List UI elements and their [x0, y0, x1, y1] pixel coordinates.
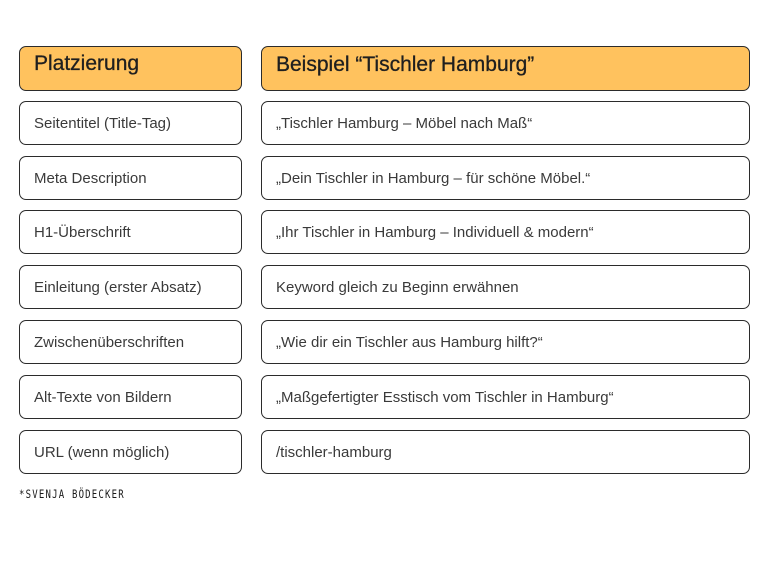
row-placement-title-tag: Seitentitel (Title-Tag): [19, 101, 242, 145]
row-placement-meta-description: Meta Description: [19, 156, 242, 200]
row-placement-intro: Einleitung (erster Absatz): [19, 265, 242, 309]
header-placement: Platzierung: [19, 46, 242, 91]
author-signature: *SVENJA BÖDECKER: [19, 489, 125, 502]
row-example-meta-description: „Dein Tischler in Hamburg – für schöne Möbel.“: [261, 156, 750, 200]
row-placement-alt-texts: Alt-Texte von Bildern: [19, 375, 242, 419]
header-example: Beispiel “Tischler Hamburg”: [261, 46, 750, 91]
row-placement-h1: H1-Überschrift: [19, 210, 242, 254]
row-example-intro: Keyword gleich zu Beginn erwähnen: [261, 265, 750, 309]
row-placement-subheadings: Zwischenüberschriften: [19, 320, 242, 364]
row-placement-url: URL (wenn möglich): [19, 430, 242, 474]
row-example-title-tag: „Tischler Hamburg – Möbel nach Maß“: [261, 101, 750, 145]
row-example-subheadings: „Wie dir ein Tischler aus Hamburg hilft?“: [261, 320, 750, 364]
row-example-url: /tischler-hamburg: [261, 430, 750, 474]
row-example-h1: „Ihr Tischler in Hamburg – Individuell & modern“: [261, 210, 750, 254]
row-example-alt-texts: „Maßgefertigter Esstisch vom Tischler in Hamburg“: [261, 375, 750, 419]
